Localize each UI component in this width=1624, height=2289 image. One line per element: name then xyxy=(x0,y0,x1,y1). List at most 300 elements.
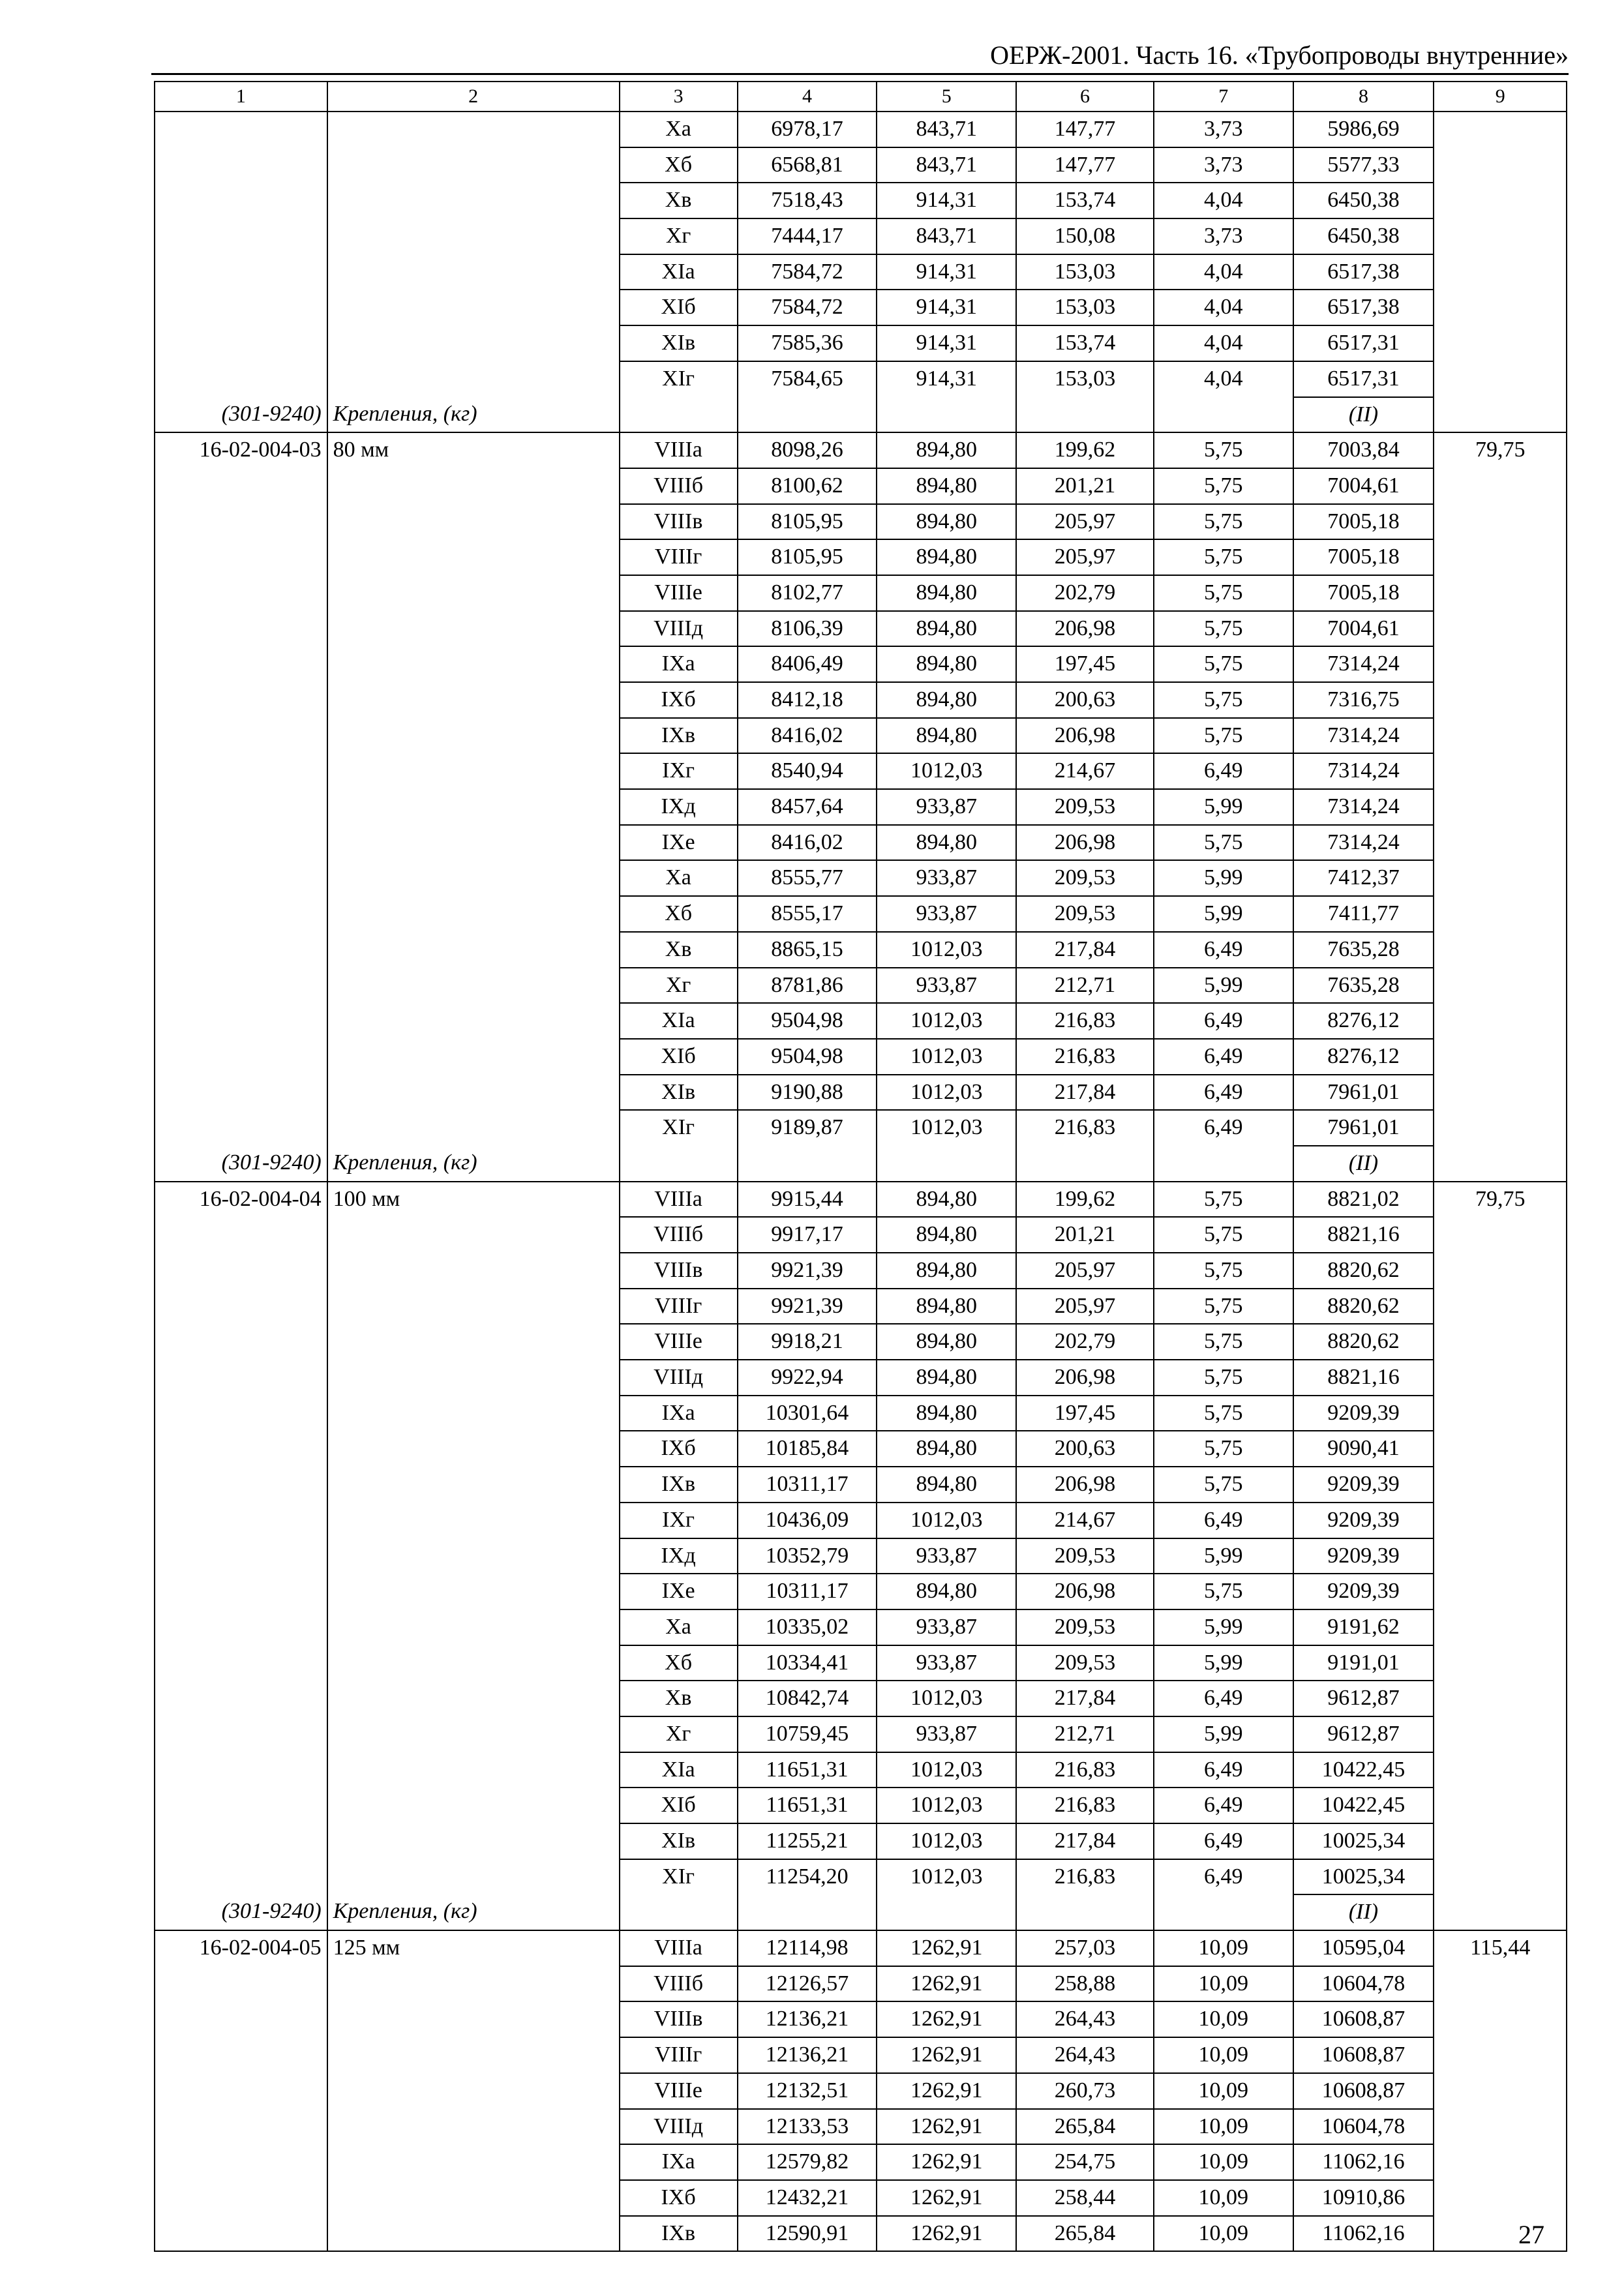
zone-cell: IXб xyxy=(620,682,738,718)
machines-cell: 206,98 xyxy=(1016,1574,1154,1609)
rates-table-body xyxy=(155,82,1567,2251)
materials-cell: 9209,39 xyxy=(1293,1467,1434,1503)
machinist-wages-cell: 6,49 xyxy=(1154,753,1293,789)
zone-cell: XIв xyxy=(620,325,738,361)
wages-cell: 894,80 xyxy=(877,682,1016,718)
machinist-wages-cell: 10,09 xyxy=(1154,1966,1293,2002)
rate-name xyxy=(327,254,620,290)
rate-code xyxy=(155,504,327,540)
zone-cell: Xв xyxy=(620,1681,738,1716)
wages-cell: 894,80 xyxy=(877,1360,1016,1396)
labor-cell xyxy=(1434,1360,1567,1396)
rate-code: 16-02-004-03 xyxy=(155,432,327,468)
page-header: ОЕРЖ-2001. Часть 16. «Трубопроводы внутренние» xyxy=(990,40,1569,70)
materials-cell: 9612,87 xyxy=(1293,1681,1434,1716)
rate-name xyxy=(327,1110,620,1146)
total-cost-cell: 8412,18 xyxy=(738,682,877,718)
total-cost-cell: 11255,21 xyxy=(738,1823,877,1859)
machines-cell: 206,98 xyxy=(1016,611,1154,647)
total-cost-cell: 7444,17 xyxy=(738,218,877,254)
rate-code xyxy=(155,1788,327,1823)
materials-cell: 11062,16 xyxy=(1293,2216,1434,2252)
rate-name xyxy=(327,968,620,1004)
wages-cell: 894,80 xyxy=(877,825,1016,861)
total-cost-cell: 12579,82 xyxy=(738,2144,877,2180)
empty-cell xyxy=(738,397,877,433)
labor-cell xyxy=(1434,1431,1567,1467)
table-row-footer xyxy=(155,397,1567,433)
total-cost-cell: 10311,17 xyxy=(738,1574,877,1609)
table-row xyxy=(155,1217,1567,1253)
rate-code xyxy=(155,1467,327,1503)
materials-cell: 8821,02 xyxy=(1293,1182,1434,1218)
rate-code xyxy=(155,1823,327,1859)
total-cost-cell: 12132,51 xyxy=(738,2073,877,2109)
zone-cell: IXд xyxy=(620,789,738,825)
empty-cell xyxy=(1434,397,1567,433)
rate-code xyxy=(155,860,327,896)
wages-cell: 914,31 xyxy=(877,290,1016,325)
machinist-wages-cell: 5,99 xyxy=(1154,1716,1293,1752)
materials-cell: 5986,69 xyxy=(1293,112,1434,147)
machines-cell: 150,08 xyxy=(1016,218,1154,254)
wages-cell: 1012,03 xyxy=(877,1110,1016,1146)
zone-cell: VIIIв xyxy=(620,504,738,540)
labor-cell xyxy=(1434,1467,1567,1503)
labor-cell xyxy=(1434,611,1567,647)
total-cost-cell: 8406,49 xyxy=(738,646,877,682)
table-row xyxy=(155,1538,1567,1574)
labor-cell xyxy=(1434,932,1567,968)
machines-cell: 216,83 xyxy=(1016,1003,1154,1039)
machines-cell: 200,63 xyxy=(1016,1431,1154,1467)
table-row xyxy=(155,468,1567,504)
machines-cell: 209,53 xyxy=(1016,1645,1154,1681)
machines-cell: 258,44 xyxy=(1016,2180,1154,2216)
table-row xyxy=(155,1788,1567,1823)
labor-cell xyxy=(1434,112,1567,147)
total-cost-cell: 12114,98 xyxy=(738,1930,877,1966)
wages-cell: 914,31 xyxy=(877,325,1016,361)
wages-cell: 894,80 xyxy=(877,1431,1016,1467)
labor-cell xyxy=(1434,968,1567,1004)
table-row xyxy=(155,1752,1567,1788)
table-row xyxy=(155,575,1567,611)
labor-cell xyxy=(1434,1823,1567,1859)
machines-cell: 153,03 xyxy=(1016,254,1154,290)
rate-name xyxy=(327,1324,620,1360)
machines-cell: 216,83 xyxy=(1016,1752,1154,1788)
machinist-wages-cell: 5,75 xyxy=(1154,1289,1293,1324)
rate-name xyxy=(327,1396,620,1431)
machines-cell: 212,71 xyxy=(1016,1716,1154,1752)
machinist-wages-cell: 5,99 xyxy=(1154,860,1293,896)
wages-cell: 894,80 xyxy=(877,611,1016,647)
zone-cell: IXв xyxy=(620,2216,738,2252)
rate-name xyxy=(327,1075,620,1111)
machines-cell: 153,03 xyxy=(1016,290,1154,325)
machines-cell: 200,63 xyxy=(1016,682,1154,718)
materials-cell: 10422,45 xyxy=(1293,1752,1434,1788)
machines-cell: 258,88 xyxy=(1016,1966,1154,2002)
materials-cell: 9191,01 xyxy=(1293,1645,1434,1681)
rate-code: 16-02-004-04 xyxy=(155,1182,327,1218)
machinist-wages-cell: 6,49 xyxy=(1154,1788,1293,1823)
rate-code xyxy=(155,1503,327,1538)
total-cost-cell: 8555,77 xyxy=(738,860,877,896)
labor-cell xyxy=(1434,1110,1567,1146)
machines-cell: 209,53 xyxy=(1016,1538,1154,1574)
rate-code xyxy=(155,1574,327,1609)
total-cost-cell: 9921,39 xyxy=(738,1253,877,1289)
zone-cell: IXб xyxy=(620,1431,738,1467)
labor-cell xyxy=(1434,860,1567,896)
resource-class: (II) xyxy=(1293,1146,1434,1182)
table-row xyxy=(155,1075,1567,1111)
rate-name xyxy=(327,1039,620,1075)
labor-cell: 79,75 xyxy=(1434,1182,1567,1218)
rate-code xyxy=(155,789,327,825)
rate-code xyxy=(155,682,327,718)
zone-cell: VIIIб xyxy=(620,1217,738,1253)
machinist-wages-cell: 5,75 xyxy=(1154,1324,1293,1360)
materials-cell: 8821,16 xyxy=(1293,1217,1434,1253)
table-row xyxy=(155,860,1567,896)
empty-cell xyxy=(620,1894,738,1930)
machinist-wages-cell: 5,99 xyxy=(1154,789,1293,825)
machinist-wages-cell: 5,75 xyxy=(1154,1574,1293,1609)
materials-cell: 6517,31 xyxy=(1293,361,1434,397)
total-cost-cell: 9922,94 xyxy=(738,1360,877,1396)
zone-cell: XIг xyxy=(620,361,738,397)
rate-code xyxy=(155,718,327,754)
machines-cell: 257,03 xyxy=(1016,1930,1154,1966)
wages-cell: 933,87 xyxy=(877,1538,1016,1574)
table-row xyxy=(155,2144,1567,2180)
rate-code xyxy=(155,1039,327,1075)
materials-cell: 9191,62 xyxy=(1293,1609,1434,1645)
machines-cell: 199,62 xyxy=(1016,432,1154,468)
total-cost-cell: 8555,17 xyxy=(738,896,877,932)
labor-cell xyxy=(1434,575,1567,611)
machinist-wages-cell: 5,75 xyxy=(1154,1431,1293,1467)
total-cost-cell: 7584,65 xyxy=(738,361,877,397)
materials-cell: 10604,78 xyxy=(1293,2109,1434,2145)
total-cost-cell: 9915,44 xyxy=(738,1182,877,1218)
rate-code xyxy=(155,1752,327,1788)
rate-name xyxy=(327,2073,620,2109)
materials-cell: 10595,04 xyxy=(1293,1930,1434,1966)
zone-cell: IXе xyxy=(620,825,738,861)
zone-cell: XIб xyxy=(620,1039,738,1075)
labor-cell xyxy=(1434,1217,1567,1253)
materials-cell: 10608,87 xyxy=(1293,2037,1434,2073)
rate-code xyxy=(155,611,327,647)
rate-name xyxy=(327,1645,620,1681)
table-row xyxy=(155,968,1567,1004)
machinist-wages-cell: 5,99 xyxy=(1154,1645,1293,1681)
header-rule xyxy=(151,73,1569,75)
zone-cell: VIIIб xyxy=(620,1966,738,2002)
materials-cell: 6450,38 xyxy=(1293,218,1434,254)
total-cost-cell: 10335,02 xyxy=(738,1609,877,1645)
wages-cell: 894,80 xyxy=(877,468,1016,504)
zone-cell: IXе xyxy=(620,1574,738,1609)
machines-cell: 153,74 xyxy=(1016,183,1154,218)
materials-cell: 8820,62 xyxy=(1293,1289,1434,1324)
rate-name: 80 мм xyxy=(327,432,620,468)
materials-cell: 10025,34 xyxy=(1293,1859,1434,1895)
rate-code xyxy=(155,1360,327,1396)
labor-cell xyxy=(1434,147,1567,183)
labor-cell xyxy=(1434,1752,1567,1788)
labor-cell xyxy=(1434,1253,1567,1289)
rate-code xyxy=(155,112,327,147)
table-row xyxy=(155,932,1567,968)
labor-cell xyxy=(1434,2216,1567,2252)
materials-cell: 8820,62 xyxy=(1293,1253,1434,1289)
machinist-wages-cell: 5,75 xyxy=(1154,718,1293,754)
machinist-wages-cell: 5,75 xyxy=(1154,1182,1293,1218)
rate-code xyxy=(155,539,327,575)
resource-label: Крепления, (кг) xyxy=(327,1894,620,1930)
wages-cell: 933,87 xyxy=(877,1645,1016,1681)
materials-cell: 6517,38 xyxy=(1293,290,1434,325)
total-cost-cell: 8781,86 xyxy=(738,968,877,1004)
machinist-wages-cell: 4,04 xyxy=(1154,325,1293,361)
table-row xyxy=(155,896,1567,932)
labor-cell xyxy=(1434,1859,1567,1895)
rate-name xyxy=(327,1360,620,1396)
rate-code xyxy=(155,1609,327,1645)
rate-name xyxy=(327,2001,620,2037)
table-row xyxy=(155,183,1567,218)
machinist-wages-cell: 5,75 xyxy=(1154,1396,1293,1431)
table-row xyxy=(155,2037,1567,2073)
zone-cell: IXг xyxy=(620,1503,738,1538)
zone-cell: Xг xyxy=(620,218,738,254)
zone-cell: Xа xyxy=(620,860,738,896)
machinist-wages-cell: 3,73 xyxy=(1154,112,1293,147)
machinist-wages-cell: 5,99 xyxy=(1154,896,1293,932)
total-cost-cell: 10842,74 xyxy=(738,1681,877,1716)
machinist-wages-cell: 10,09 xyxy=(1154,2001,1293,2037)
total-cost-cell: 11651,31 xyxy=(738,1788,877,1823)
table-row xyxy=(155,504,1567,540)
machinist-wages-cell: 6,49 xyxy=(1154,1075,1293,1111)
table-row xyxy=(155,1289,1567,1324)
empty-cell xyxy=(1016,1146,1154,1182)
zone-cell: XIа xyxy=(620,254,738,290)
table-row xyxy=(155,1431,1567,1467)
rate-name xyxy=(327,1716,620,1752)
machinist-wages-cell: 10,09 xyxy=(1154,2073,1293,2109)
rate-code xyxy=(155,2180,327,2216)
rate-name xyxy=(327,2109,620,2145)
zone-cell: VIIIд xyxy=(620,2109,738,2145)
machines-cell: 209,53 xyxy=(1016,896,1154,932)
zone-cell: VIIIг xyxy=(620,1289,738,1324)
machines-cell: 216,83 xyxy=(1016,1788,1154,1823)
materials-cell: 8276,12 xyxy=(1293,1003,1434,1039)
rate-code xyxy=(155,2216,327,2252)
zone-cell: VIIIв xyxy=(620,1253,738,1289)
machinist-wages-cell: 4,04 xyxy=(1154,290,1293,325)
wages-cell: 843,71 xyxy=(877,112,1016,147)
column-number: 4 xyxy=(738,82,877,112)
materials-cell: 8820,62 xyxy=(1293,1324,1434,1360)
zone-cell: VIIIа xyxy=(620,1182,738,1218)
machinist-wages-cell: 10,09 xyxy=(1154,1930,1293,1966)
labor-cell xyxy=(1434,2180,1567,2216)
rate-name xyxy=(327,682,620,718)
machinist-wages-cell: 5,75 xyxy=(1154,682,1293,718)
total-cost-cell: 12133,53 xyxy=(738,2109,877,2145)
zone-cell: IXа xyxy=(620,2144,738,2180)
machines-cell: 216,83 xyxy=(1016,1110,1154,1146)
wages-cell: 1012,03 xyxy=(877,1681,1016,1716)
materials-cell: 6517,31 xyxy=(1293,325,1434,361)
rate-name xyxy=(327,1467,620,1503)
total-cost-cell: 10334,41 xyxy=(738,1645,877,1681)
materials-cell: 7003,84 xyxy=(1293,432,1434,468)
total-cost-cell: 8865,15 xyxy=(738,932,877,968)
machinist-wages-cell: 5,75 xyxy=(1154,539,1293,575)
rate-code xyxy=(155,183,327,218)
labor-cell xyxy=(1434,1396,1567,1431)
wages-cell: 894,80 xyxy=(877,1253,1016,1289)
table-row xyxy=(155,1253,1567,1289)
zone-cell: Xв xyxy=(620,932,738,968)
wages-cell: 1262,91 xyxy=(877,2001,1016,2037)
machines-cell: 147,77 xyxy=(1016,147,1154,183)
wages-cell: 894,80 xyxy=(877,646,1016,682)
table-row xyxy=(155,789,1567,825)
rate-name xyxy=(327,1859,620,1895)
wages-cell: 894,80 xyxy=(877,1324,1016,1360)
total-cost-cell: 12136,21 xyxy=(738,2037,877,2073)
zone-cell: XIв xyxy=(620,1075,738,1111)
rate-name: 125 мм xyxy=(327,1930,620,1966)
labor-cell xyxy=(1434,1716,1567,1752)
total-cost-cell: 12126,57 xyxy=(738,1966,877,2002)
empty-cell xyxy=(1154,1146,1293,1182)
materials-cell: 10025,34 xyxy=(1293,1823,1434,1859)
labor-cell xyxy=(1434,1503,1567,1538)
labor-cell xyxy=(1434,1289,1567,1324)
wages-cell: 1262,91 xyxy=(877,2180,1016,2216)
wages-cell: 843,71 xyxy=(877,147,1016,183)
rate-name xyxy=(327,2037,620,2073)
rate-code xyxy=(155,218,327,254)
machines-cell: 209,53 xyxy=(1016,1609,1154,1645)
total-cost-cell: 10352,79 xyxy=(738,1538,877,1574)
machinist-wages-cell: 4,04 xyxy=(1154,361,1293,397)
labor-cell xyxy=(1434,896,1567,932)
rate-name xyxy=(327,1538,620,1574)
zone-cell: Xа xyxy=(620,1609,738,1645)
labor-cell xyxy=(1434,682,1567,718)
table-row xyxy=(155,2073,1567,2109)
rate-name xyxy=(327,753,620,789)
wages-cell: 933,87 xyxy=(877,1716,1016,1752)
labor-cell xyxy=(1434,646,1567,682)
rate-code xyxy=(155,1253,327,1289)
machines-cell: 217,84 xyxy=(1016,1075,1154,1111)
wages-cell: 894,80 xyxy=(877,432,1016,468)
rate-name xyxy=(327,2144,620,2180)
resource-class: (II) xyxy=(1293,397,1434,433)
zone-cell: IXб xyxy=(620,2180,738,2216)
column-number: 1 xyxy=(155,82,327,112)
rate-code xyxy=(155,1716,327,1752)
table-row-footer xyxy=(155,1146,1567,1182)
rate-name xyxy=(327,1503,620,1538)
labor-cell xyxy=(1434,825,1567,861)
wages-cell: 894,80 xyxy=(877,504,1016,540)
materials-cell: 7411,77 xyxy=(1293,896,1434,932)
column-number: 3 xyxy=(620,82,738,112)
machines-cell: 265,84 xyxy=(1016,2216,1154,2252)
rate-code xyxy=(155,1538,327,1574)
total-cost-cell: 8100,62 xyxy=(738,468,877,504)
table-row xyxy=(155,218,1567,254)
machines-cell: 217,84 xyxy=(1016,1823,1154,1859)
table-row xyxy=(155,1003,1567,1039)
wages-cell: 894,80 xyxy=(877,1182,1016,1218)
wages-cell: 1012,03 xyxy=(877,1752,1016,1788)
column-number: 7 xyxy=(1154,82,1293,112)
labor-cell xyxy=(1434,1324,1567,1360)
machines-cell: 206,98 xyxy=(1016,1467,1154,1503)
rate-name xyxy=(327,718,620,754)
wages-cell: 914,31 xyxy=(877,361,1016,397)
wages-cell: 1262,91 xyxy=(877,1966,1016,2002)
labor-cell xyxy=(1434,1681,1567,1716)
materials-cell: 9612,87 xyxy=(1293,1716,1434,1752)
rate-name xyxy=(327,1788,620,1823)
zone-cell: IXг xyxy=(620,753,738,789)
zone-cell: IXв xyxy=(620,1467,738,1503)
wages-cell: 1012,03 xyxy=(877,1503,1016,1538)
total-cost-cell: 8457,64 xyxy=(738,789,877,825)
labor-cell xyxy=(1434,1966,1567,2002)
materials-cell: 9090,41 xyxy=(1293,1431,1434,1467)
machines-cell: 202,79 xyxy=(1016,1324,1154,1360)
table-row xyxy=(155,1182,1567,1218)
machinist-wages-cell: 4,04 xyxy=(1154,254,1293,290)
rate-code xyxy=(155,2073,327,2109)
rate-name xyxy=(327,1752,620,1788)
machines-cell: 205,97 xyxy=(1016,504,1154,540)
wages-cell: 894,80 xyxy=(877,1396,1016,1431)
total-cost-cell: 10301,64 xyxy=(738,1396,877,1431)
table-row xyxy=(155,1574,1567,1609)
wages-cell: 1012,03 xyxy=(877,1788,1016,1823)
machinist-wages-cell: 6,49 xyxy=(1154,1752,1293,1788)
resource-code: (301-9240) xyxy=(155,1146,327,1182)
machinist-wages-cell: 10,09 xyxy=(1154,2180,1293,2216)
wages-cell: 933,87 xyxy=(877,1609,1016,1645)
empty-cell xyxy=(620,1146,738,1182)
materials-cell: 5577,33 xyxy=(1293,147,1434,183)
empty-cell xyxy=(738,1146,877,1182)
wages-cell: 933,87 xyxy=(877,860,1016,896)
materials-cell: 10604,78 xyxy=(1293,1966,1434,2002)
rate-name xyxy=(327,218,620,254)
machines-cell: 264,43 xyxy=(1016,2001,1154,2037)
wages-cell: 914,31 xyxy=(877,183,1016,218)
